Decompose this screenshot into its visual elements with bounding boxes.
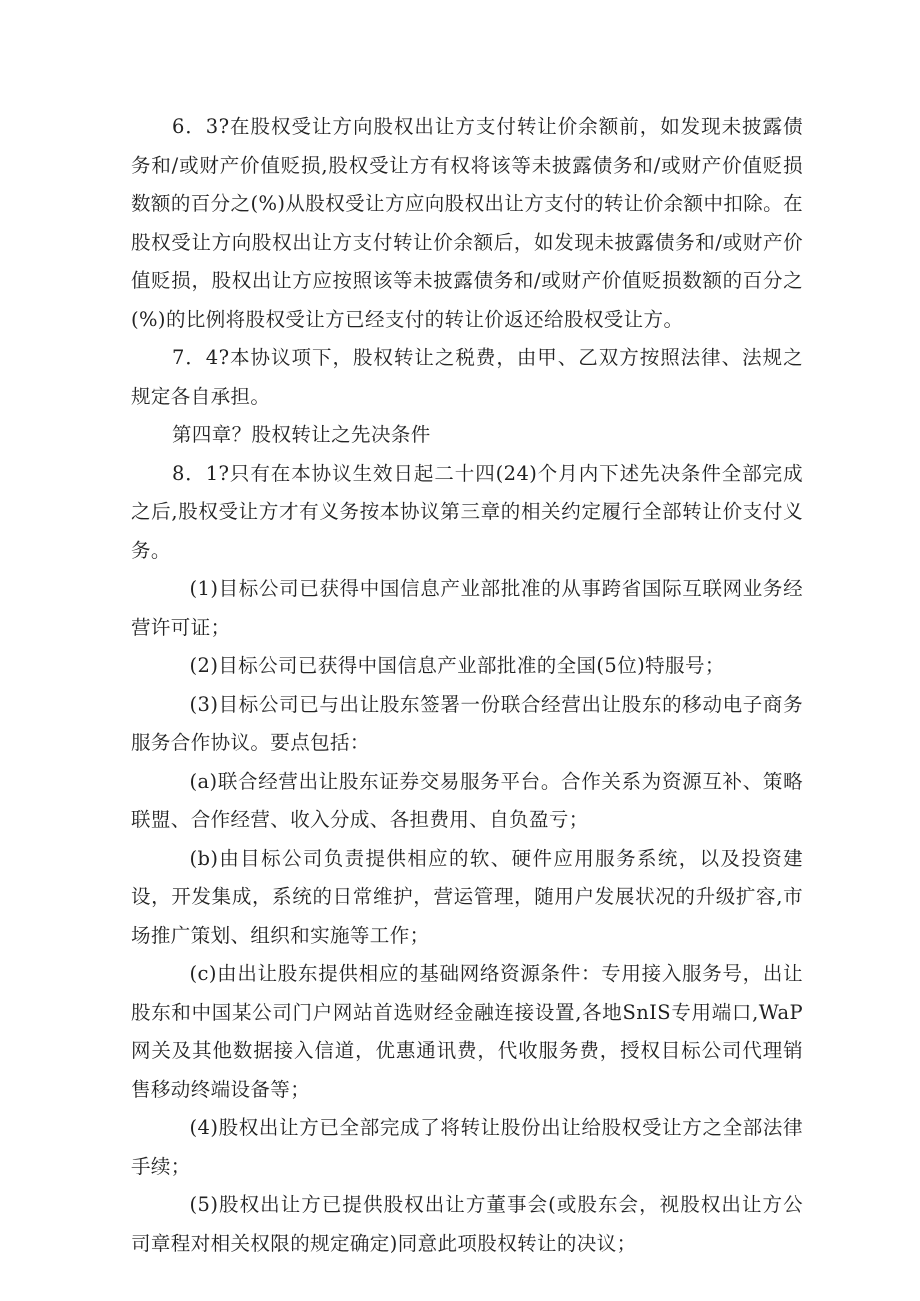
clause-8-1: 8．1?只有在本协议生效日起二十四(24)个月内下述先决条件全部完成之后,股权受让方才有义务按本协议第三章的相关约定履行全部转让价支付义务。 [131, 461, 803, 562]
condition-item-1: (1)目标公司已获得中国信息产业部批准的从事跨省国际互联网业务经营许可证； [131, 577, 803, 639]
condition-item-b: (b)由目标公司负责提供相应的软、硬件应用服务系统，以及投资建设，开发集成，系统的日常维护，营运管理，随用户发展状况的升级扩容,市场推广策划、组织和实施等工作； [131, 846, 803, 947]
condition-item-4: (4)股权出让方已全部完成了将转让股份出让给股权受让方之全部法律手续； [131, 1116, 803, 1178]
condition-item-2: (2)目标公司已获得中国信息产业部批准的全国(5位)特服号； [189, 654, 725, 677]
condition-item-a: (a)联合经营出让股东证券交易服务平台。合作关系为资源互补、策略联盟、合作经营、收入分成、各担费用、自负盈亏； [131, 769, 803, 831]
condition-item-5: (5)股权出让方已提供股权出让方董事会(或股东会，视股权出让方公司章程对相关权限的规定确定)同意此项股权转让的决议； [131, 1193, 803, 1255]
condition-item-3: (3)目标公司已与出让股东签署一份联合经营出让股东的移动电子商务服务合作协议。要点包括： [131, 692, 803, 754]
condition-item-c: (c)由出让股东提供相应的基础网络资源条件：专用接入服务号，出让股东和中国某公司门户网站首选财经金融连接设置,各地SnIS专用端口,WaP网关及其他数据接入信道，优惠通讯费，代收服务费，授权目标公司代理销售移动终端设备等； [131, 962, 803, 1101]
clause-7-4: 7．4?本协议项下，股权转让之税费，由甲、乙双方按照法律、法规之规定各自承担。 [131, 346, 803, 408]
clause-6-3: 6．3?在股权受让方向股权出让方支付转让价余额前，如发现未披露债务和/或财产价值贬损,股权受让方有权将该等未披露债务和/或财产价值贬损数额的百分之(%)从股权受让方应向股权出让方支付的转让价余额中扣除。在股权受让方向股权出让方支付转让价余额后，如发现未披露债务和/或财产价值贬损，股权出让方应按照该等未披露债务和/或财产价值贬损数额的百分之(%)的比例将股权受让方已经支付的转让价返还给股权受让方。 [131, 115, 803, 331]
chapter-4-heading: 第四章？股权转让之先决条件 [171, 423, 431, 446]
document-body [131, 108, 803, 1263]
